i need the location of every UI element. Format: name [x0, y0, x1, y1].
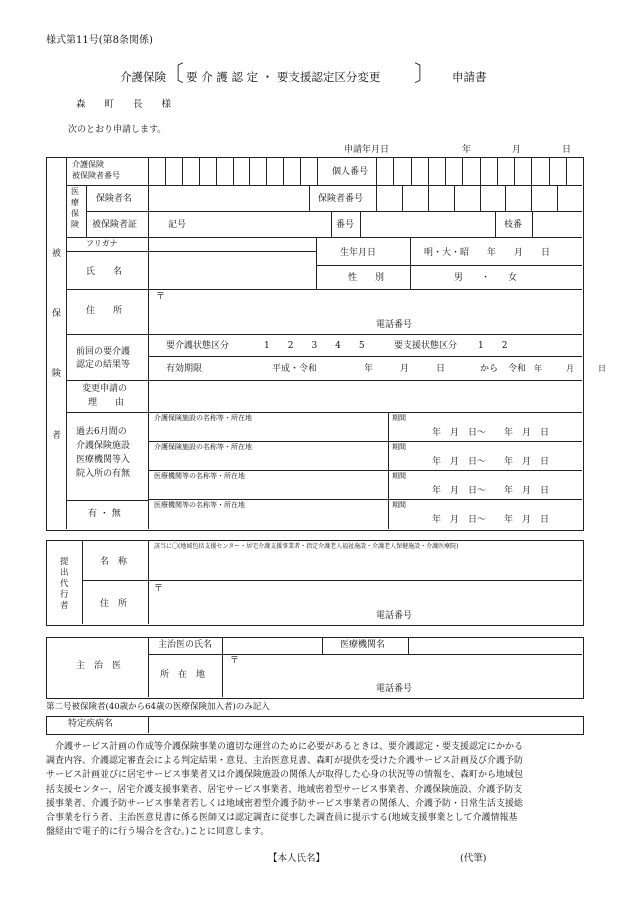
signature-field[interactable]	[330, 850, 450, 866]
agent-address-label: 住 所	[100, 599, 128, 609]
period-1[interactable]: 年 月 日～ 年 月 日	[432, 428, 550, 438]
agent-name-note: 該当に〇(地域包括支援センター・居宅介護支援事業者・指定介護老人福祉施設・介護老人保健施設・介護医療院)	[154, 543, 459, 550]
agent-label-col	[82, 540, 149, 624]
change-reason-label-2: 理 由	[88, 398, 125, 408]
date-label: 申請年月日	[344, 145, 390, 155]
past6-label-1: 過去6月間の	[76, 427, 127, 437]
prev-result-label-2: 認定の結果等	[76, 360, 131, 370]
furigana-label: フリガナ	[86, 239, 118, 248]
facility-4-label: 医療機関等の名称等・所在地	[154, 501, 245, 509]
medical-side-1: 医	[71, 187, 79, 196]
sex-options[interactable]: 男 ・ 女	[454, 273, 518, 283]
agent-side-5: 者	[60, 601, 69, 611]
facility-1-label: 介護保険施設の名称等・所在地	[154, 414, 252, 422]
past6-label-4: 院入所の有無	[76, 469, 131, 479]
title-middle: 要 介 護 認 定 ・ 要支援認定区分変更	[186, 70, 381, 84]
agent-side-2: 出	[60, 568, 69, 578]
doctor-phone: 電話番号	[376, 684, 413, 694]
insured-side-4: 者	[52, 431, 62, 441]
name-field[interactable]	[148, 237, 316, 289]
right-bracket-icon: 〕	[414, 62, 437, 87]
medical-insurer-cells[interactable]	[376, 185, 583, 211]
medical-side-3: 保	[71, 209, 79, 218]
insured-side-2: 保	[52, 309, 62, 319]
card-symbol-label: 記号	[168, 220, 187, 230]
doctor-address-label: 所 在 地	[160, 670, 206, 680]
medical-holder-label: 保険者名	[96, 194, 133, 204]
card-branch-field[interactable]	[532, 211, 583, 237]
proxy-label: (代筆)	[460, 853, 487, 864]
period-4[interactable]: 年 月 日～ 年 月 日	[432, 515, 550, 525]
date-month: 月	[512, 145, 522, 155]
consent-line: 括支援センター、居宅介護支援事業者、居宅サービス事業者、地域密着型サービス事業者、介護保険施設、介護予防支	[46, 784, 523, 795]
doctor-institution-col	[322, 637, 409, 654]
valid-ymd[interactable]: 年 月 日	[364, 364, 446, 374]
birth-label: 生年月日	[340, 248, 377, 258]
doctor-institution-label: 医療機関名	[340, 640, 386, 650]
change-reason-field[interactable]	[150, 382, 578, 410]
consent-text	[46, 740, 586, 839]
form-number: 様式第11号(第8条関係)	[46, 35, 153, 46]
past6-divider	[66, 500, 148, 501]
personal-number-cells[interactable]	[376, 157, 583, 185]
valid-era[interactable]: 平成・令和	[272, 364, 318, 374]
address-label: 住 所	[86, 306, 123, 316]
agent-side-1: 提	[60, 557, 69, 567]
support-level-label: 要支援状態区分	[394, 341, 458, 351]
yes-no-options[interactable]: 有 ・ 無	[88, 509, 121, 519]
doctor-name-label: 主治医の氏名	[158, 640, 213, 650]
medical-insurer-no-label: 保険者番号	[318, 194, 364, 204]
insured-side-column	[46, 157, 67, 529]
title-suffix: 申請書	[452, 70, 487, 84]
care-levels[interactable]: 1 2 3 4 5	[264, 341, 365, 351]
title-prefix: 介護保険	[120, 70, 166, 84]
agent-name-field[interactable]	[154, 554, 574, 576]
insured-number-label-1: 介護保険	[72, 160, 104, 169]
agent-postal: 〒	[154, 584, 164, 594]
period-4-label: 期間	[392, 501, 406, 509]
insured-side-3: 険	[52, 369, 62, 379]
facility-divider	[388, 412, 389, 529]
consent-line: 合事業を行う者、主治医意見書に係る医師又は認定調査に従事した調査員に提示する(地域支援事業として介護情報基	[46, 813, 518, 824]
address-phone: 電話番号	[376, 320, 413, 330]
card-number-label: 番号	[336, 220, 355, 230]
period-3-label: 期間	[392, 472, 406, 480]
support-levels[interactable]: 1 2	[478, 341, 508, 351]
medical-side-4: 険	[71, 220, 79, 229]
consent-line: 援事業者、介護予防サービス事業者若しくは地域密着型介護予防サービス事業者の関係人、介護予防・日常生活支援総	[46, 798, 524, 809]
valid-from: から	[480, 364, 499, 374]
period-3[interactable]: 年 月 日～ 年 月 日	[432, 486, 550, 496]
personal-number-label: 個人番号	[332, 167, 369, 177]
date-day: 日	[562, 145, 572, 155]
birth-eras[interactable]: 明・大・昭 年 月 日	[424, 248, 551, 258]
past6-label-2: 介護保険施設	[76, 441, 131, 451]
name-label: 氏 名	[86, 267, 123, 277]
medical-card-label: 被保険者証	[92, 220, 138, 230]
period-1-label: 期間	[392, 414, 406, 422]
card-branch-label: 枝番	[504, 220, 523, 230]
medical-side-2: 療	[71, 198, 79, 207]
change-reason-label-1: 変更申請の	[82, 384, 128, 394]
period-2[interactable]: 年 月 日～ 年 月 日	[432, 457, 550, 467]
period-2-label: 期間	[392, 443, 406, 451]
address-postal: 〒	[156, 292, 166, 302]
address-field[interactable]	[160, 300, 560, 318]
agent-divider	[82, 580, 582, 581]
disease-label: 特定疾病名	[68, 719, 114, 729]
signature-label: 【本人氏名】	[268, 853, 326, 864]
valid-era2[interactable]: 令和	[508, 364, 527, 374]
facility-2-label: 介護保険施設の名称等・所在地	[154, 443, 252, 451]
consent-line: 調査内容、介護認定審査会による判定結果・意見、主治医意見書、森町が提供を受けた介護サービス計画及び介護予防	[46, 756, 524, 767]
doctor-postal: 〒	[230, 656, 240, 666]
medical-holder-field[interactable]	[148, 185, 310, 211]
past6-label-3: 医療機関等入	[76, 455, 131, 465]
doctor-side-label: 主 治 医	[76, 661, 122, 671]
agent-name-label: 名 称	[100, 557, 128, 567]
addressee: 森 町 長 様	[76, 99, 172, 110]
valid-label: 有効期限	[166, 364, 203, 374]
date-year: 年	[462, 145, 472, 155]
prev-result-label-1: 前回の要介護	[76, 347, 131, 357]
consent-line: 介護サービス計画の作成等介護保険事業の適切な運営のために必要があるときは、要介護認定・要支援認定にかかる	[46, 742, 524, 752]
consent-line: サービス計画並びに居宅サービス事業者又は介護保険施設の関係人が取得した心身の状況等の情報を、森町から地域包	[46, 770, 524, 781]
prev-result-label-col	[66, 334, 149, 380]
card-number-field[interactable]	[360, 211, 496, 237]
agent-phone: 電話番号	[376, 611, 413, 621]
insured-side-1: 被	[52, 249, 62, 259]
disease-field[interactable]	[150, 717, 578, 732]
insured-number-label-2: 被保険者番号	[72, 171, 120, 180]
care-level-label: 要介護状態区分	[166, 341, 230, 351]
facility-3-label: 医療機関等の名称等・所在地	[154, 472, 245, 480]
left-bracket-icon: 〔	[162, 62, 185, 87]
doctor-name-field[interactable]	[222, 637, 323, 654]
insured-number-cells[interactable]	[148, 157, 318, 185]
agent-side-3: 代	[60, 579, 69, 589]
valid-ymd2[interactable]: 年 月 日	[534, 364, 606, 373]
sex-label: 性 別	[348, 273, 385, 283]
second-insured-note: 第二号被保険者(40歳から64歳の医療保険加入者)のみ記入	[46, 702, 270, 712]
agent-side-4: 行	[60, 590, 69, 600]
intro-text: 次のとおり申請します。	[68, 125, 167, 135]
consent-line: 盤経由で電子的に行う場合を含む。)ことに同意します。	[46, 827, 270, 838]
